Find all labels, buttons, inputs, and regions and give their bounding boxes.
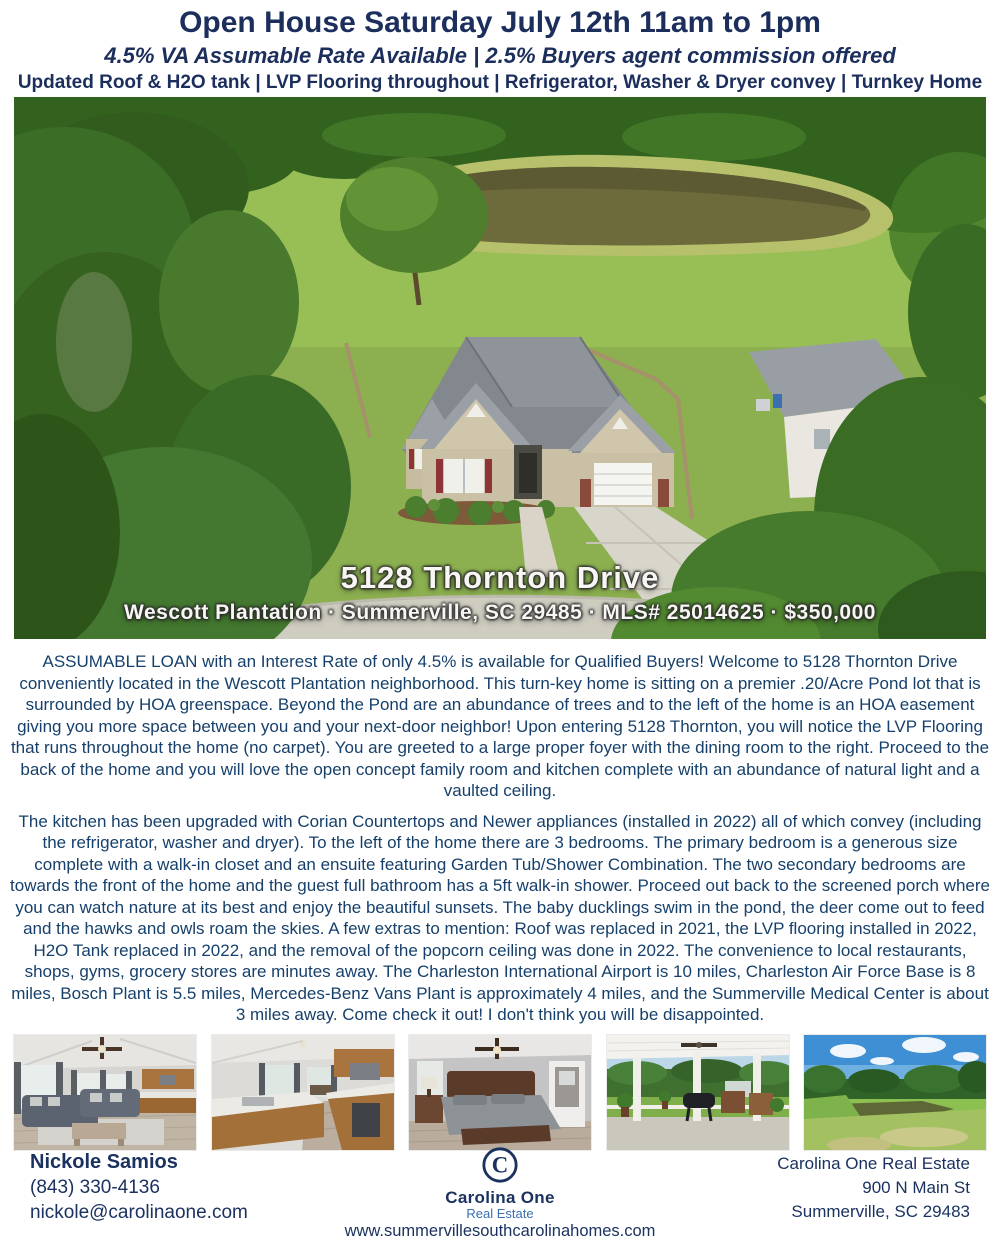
thumbnail-living-room (14, 1035, 196, 1150)
flyer-header (0, 0, 1000, 94)
property-details-overlay: Wescott Plantation · Summerville, SC 29485 · MLS# 25014625 · $350,000 (124, 601, 876, 624)
hero-caption (14, 560, 986, 625)
website-url: www.summervillesouthcarolinahomes.com (344, 1222, 656, 1240)
agent-phone: (843) 330-4136 (30, 1177, 160, 1198)
hero-aerial-photo (14, 97, 986, 639)
logo-company-name: Carolina One (445, 1188, 555, 1207)
description-paragraph-1: ASSUMABLE LOAN with an Interest Rate of only 4.5% is available for Qualified Buyers! Welcome to 5128 Thornton Drive conveniently located in the Wescott Plantation neighborhood. This turn-key home is sitting on a premier .20/Acre Pond lot that is surrounded by HOA greenspace. Beyond the Pond are an abundance of trees and to the left of the home is an HOA easement giving you more space between you and your next-door neighbor! Upon entering 5128 Thornton, you will notice the LVP Flooring that runs throughout the home (no carpet). You are greeted to a large proper foyer with the dining room to the right. Proceed to the back of the home and you will love the open concept family room and kitchen complete with an abundance of natural light and a vaulted ceiling. (10, 652, 990, 800)
office-street: 900 N Main St (862, 1178, 970, 1197)
description-paragraph-2: The kitchen has been upgraded with Corian Countertops and Newer appliances (installed in 2022) all of which convey (including the refrigerator, washer and dryer). To the left of the home there are 3 bedrooms. The primary bedroom is a generous size complete with a walk-in closet and an ensuite featuring Garden Tub/Shower Combination. The two secondary bedrooms are towards the front of the home and the guest full bathroom has a 5ft walk-in shower. Proceed out back to the screened porch where you can watch nature at its best and enjoy the beautiful sunsets. The baby ducklings swim in the pond, the deer come out to feed and the hawks and owls roam the skies. A few extras to mention: Roof was replaced in 2021, the LVP flooring installed in 2022, H2O Tank replaced in 2022, and the removal of the popcorn ceiling was done in 2022. The convenience to local restaurants, shops, gyms, grocery stores are minutes away. The Charleston International Airport is 10 miles, Charleston Air Force Base is 8 miles, Bosch Plant is 5.5 miles, Mercedes-Benz Vans Plant is approximately 4 miles, and the Summerville Medical Center is about 3 miles away. Come check it out! I don't think you will be disappointed. (10, 811, 990, 1024)
photo-thumbnails (14, 1035, 986, 1150)
bedroom-photo (409, 1035, 591, 1150)
rate-commission-subtitle: 4.5% VA Assumable Rate Available | 2.5% Buyers agent commission offered (104, 43, 896, 68)
agent-email: nickole@carolinaone.com (30, 1202, 248, 1223)
office-address-block (777, 1152, 970, 1224)
screened-porch-photo (607, 1035, 789, 1150)
carolina-one-logo-icon (481, 1146, 519, 1184)
thumbnail-pond-view (804, 1035, 986, 1150)
thumbnail-kitchen (212, 1035, 394, 1150)
property-address-overlay: 5128 Thornton Drive (340, 560, 660, 595)
svg-text:C: C (491, 1152, 509, 1178)
open-house-title: Open House Saturday July 12th 11am to 1pm (179, 6, 821, 39)
kitchen-photo (212, 1035, 394, 1150)
living-room-photo (14, 1035, 196, 1150)
agent-name: Nickole Samios (30, 1151, 178, 1173)
features-line: Updated Roof & H2O tank | LVP Flooring throughout | Refrigerator, Washer & Dryer convey | Turnkey Home (17, 72, 983, 93)
property-description (8, 651, 992, 1026)
office-name: Carolina One Real Estate (777, 1154, 970, 1173)
pond-view-photo (804, 1035, 986, 1150)
thumbnail-screened-porch (607, 1035, 789, 1150)
thumbnail-bedroom (409, 1035, 591, 1150)
aerial-photo-illustration (14, 97, 986, 639)
office-city: Summerville, SC 29483 (791, 1202, 970, 1221)
logo-division-name: Real Estate (466, 1206, 534, 1221)
